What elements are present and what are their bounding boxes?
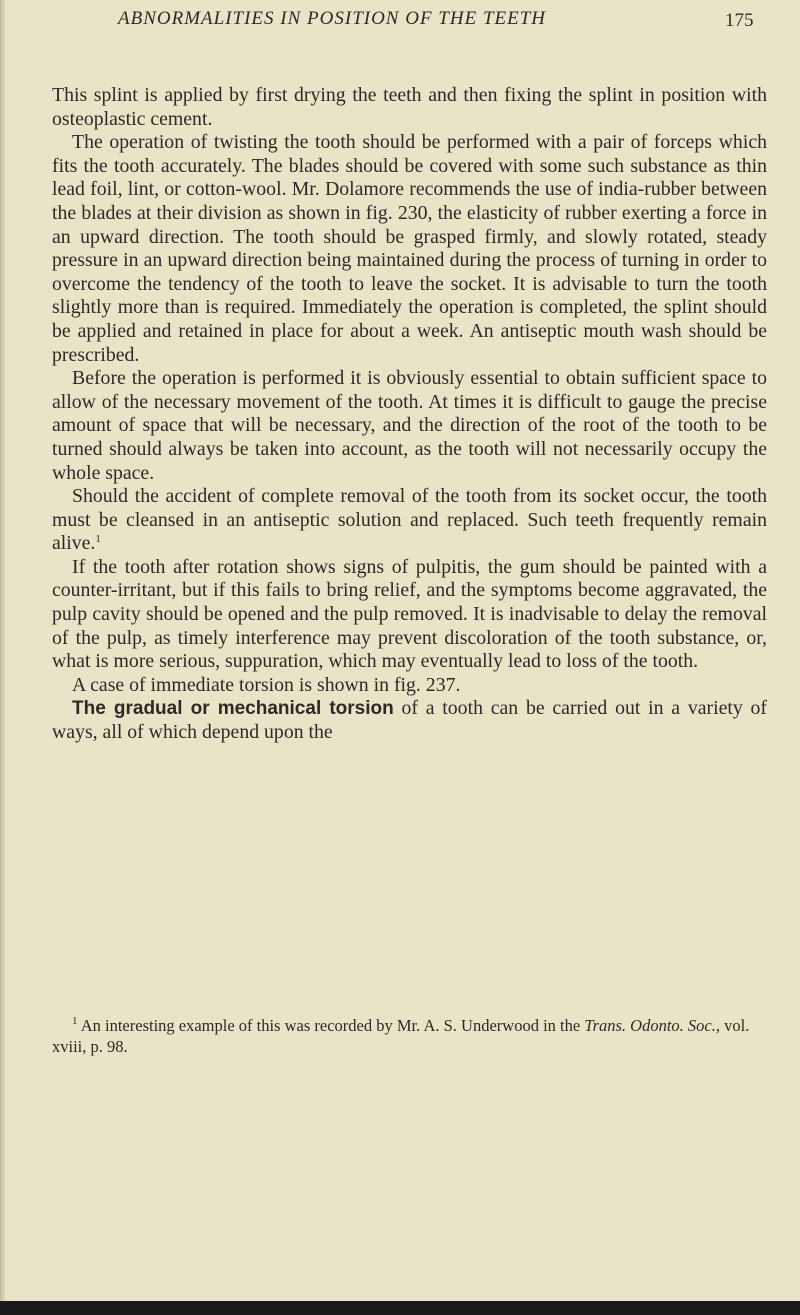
paragraph-gradual-torsion-text: of a tooth can be carried out in a variety of ways, all of which depend upon the	[52, 697, 767, 744]
paragraph-accident	[52, 485, 767, 556]
running-title: ABNORMALITIES IN POSITION OF THE TEETH	[118, 8, 547, 29]
paragraph-splint: This splint is applied by first drying the teeth and then fixing the splint in position with osteoplastic cement.	[52, 84, 767, 130]
footnote-marker: 1	[72, 1015, 78, 1027]
paragraph-space: Before the operation is performed it is obviously essential to obtain sufficient space to allow of the necessary movement of the tooth. At times it is difficult to gauge the precise amount of space that will be necessary, and the direction of the root of the tooth to be turned should always be taken into account, as the tooth will not necessarily occupy the whole space.	[52, 367, 767, 484]
paragraph-twisting-operation: The operation of twisting the tooth should be performed with a pair of forceps which fits the tooth accurately. The blades should be covered with some such substance as thin lead foil, lint, or cotton-wool. Mr. Dolamore recommends the use of india-rubber between the blades at their division as shown in fig. 230, the elasticity of rubber exerting a force in an upward direction. The tooth should be grasped firmly, and slowly rotated, steady pressure in an upward direction being maintained during the process of turning in order to overcome the tendency of the tooth to leave the socket. It is advisable to turn the tooth slightly more than is required. Immediately the operation is completed, the splint should be applied and retained in place for about a week. An antiseptic mouth wash should be prescribed.	[52, 131, 767, 366]
footnote-journal: Trans. Odonto. Soc.	[584, 1016, 716, 1035]
footnote-text-after: , vol. xviii, p. 98.	[52, 1016, 750, 1056]
paragraph-accident-text: Should the accident of complete removal of the tooth from its socket occur, the tooth must be cleansed in an antiseptic solution and replaced. Such teeth frequently remain alive.	[52, 485, 767, 555]
page-number: 175	[725, 10, 754, 31]
footnote-text-before: An interesting example of this was recorded by Mr. A. S. Underwood in the	[77, 1016, 585, 1035]
footnote-reference: 1	[95, 533, 101, 546]
page-bottom-edge	[0, 1301, 800, 1315]
footnote	[52, 1015, 767, 1057]
page-edge	[0, 0, 6, 1315]
section-heading: The gradual or mechanical torsion	[72, 698, 394, 720]
page-header	[118, 8, 754, 48]
body-text	[52, 84, 767, 745]
paragraph-pulpitis: If the tooth after rotation shows signs of pulpitis, the gum should be painted with a counter-irritant, but if this fails to bring relief, and the symptoms become aggravated, the pulp cavity should be opened and the pulp removed. It is inadvisable to delay the removal of the pulp, as timely interference may prevent discoloration of the tooth substance, or, what is more serious, suppuration, which may eventually lead to loss of the tooth.	[52, 555, 767, 673]
footnote-text	[52, 1015, 767, 1057]
paragraph-gradual-torsion	[52, 697, 767, 744]
paragraph-case: A case of immediate torsion is shown in fig. 237.	[72, 673, 461, 696]
